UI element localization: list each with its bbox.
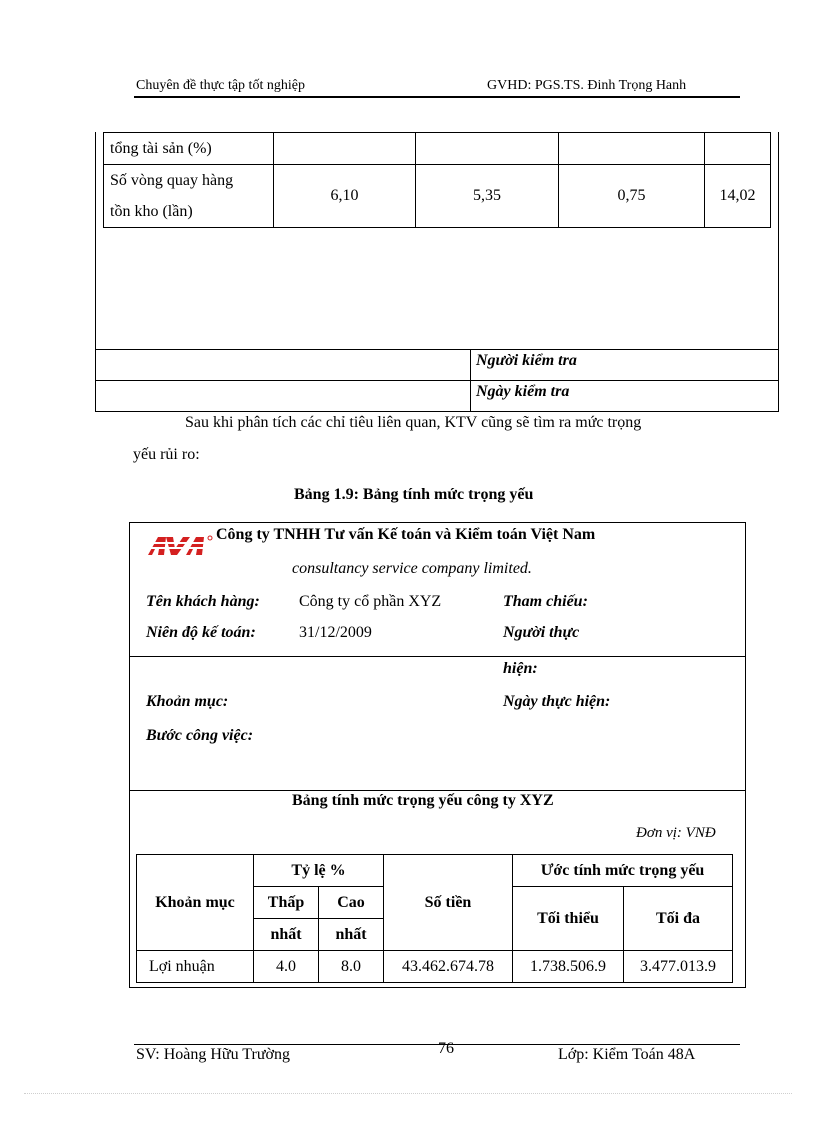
- preparer-label-cont: hiện:: [503, 660, 538, 677]
- cell: [274, 133, 416, 165]
- table-row: [104, 165, 771, 228]
- materiality-table: [136, 854, 733, 983]
- col-header-high-cont: nhất: [319, 919, 384, 951]
- row-label-line: Số vòng quay hàng: [110, 172, 234, 189]
- row-label-line: tồn kho (lần): [110, 203, 193, 220]
- col-header-amount: Số tiền: [384, 855, 513, 951]
- step-label: Bước công việc:: [146, 727, 254, 744]
- header-rule: [134, 96, 740, 98]
- col-header-high: Cao: [319, 887, 384, 919]
- table-row: [104, 133, 771, 165]
- cell: 14,02: [705, 165, 771, 228]
- client-label: Tên khách hàng:: [146, 593, 260, 610]
- signoff-divider: [470, 349, 471, 412]
- cell-high: 8.0: [319, 951, 384, 983]
- client-value: Công ty cổ phần XYZ: [299, 593, 442, 610]
- cell-max: 3.477.013.9: [624, 951, 733, 983]
- period-label: Niên độ kế toán:: [146, 624, 256, 641]
- col-header-low: Thấp: [254, 887, 319, 919]
- col-header-low-cont: nhất: [254, 919, 319, 951]
- table-row: [137, 951, 733, 983]
- cell: [705, 133, 771, 165]
- cell: [559, 133, 705, 165]
- cell: 6,10: [274, 165, 416, 228]
- reviewer-label: Người kiểm tra: [476, 352, 577, 369]
- col-header-max: Tối đa: [624, 887, 733, 951]
- footer-rule: [134, 1044, 740, 1045]
- cell-min: 1.738.506.9: [513, 951, 624, 983]
- preparer-label: Người thực: [503, 624, 580, 641]
- signoff-rule: [95, 349, 779, 350]
- page-number: 76: [438, 1040, 454, 1057]
- signoff-rule: [95, 380, 779, 381]
- account-label: Khoản mục:: [146, 693, 229, 710]
- review-date-label: Ngày kiểm tra: [476, 383, 570, 400]
- paragraph-line: yếu rủi ro:: [133, 446, 200, 463]
- col-header-min: Tối thiểu: [513, 887, 624, 951]
- header-left: Chuyên đề thực tập tốt nghiệp: [136, 78, 305, 93]
- cell-low: 4.0: [254, 951, 319, 983]
- inner-table-title: Bảng tính mức trọng yếu công ty XYZ: [292, 792, 554, 809]
- col-header-estimate: Ước tính mức trọng yếu: [513, 855, 733, 887]
- cell-item: Lợi nhuận: [137, 951, 254, 983]
- period-value: 31/12/2009: [299, 624, 372, 641]
- company-name-en: consultancy service company limited.: [292, 560, 532, 577]
- date-label: Ngày thực hiện:: [503, 693, 611, 710]
- company-name: Công ty TNHH Tư vấn Kế toán và Kiểm toán Việt Nam: [216, 526, 596, 543]
- table-caption: Bảng 1.9: Bảng tính mức trọng yếu: [294, 486, 534, 503]
- row-label: tổng tài sản (%): [104, 133, 274, 165]
- footer-class: Lớp: Kiểm Toán 48A: [558, 1046, 696, 1063]
- cell: [416, 133, 559, 165]
- ava-logo-icon: [146, 535, 214, 555]
- footer-student: SV: Hoàng Hữu Trường: [136, 1046, 290, 1063]
- unit-label: Đơn vị: VNĐ: [636, 825, 716, 841]
- paragraph-line: Sau khi phân tích các chỉ tiêu liên quan, KTV cũng sẽ tìm ra mức trọng: [185, 414, 642, 431]
- cell: 0,75: [559, 165, 705, 228]
- header-right: GVHD: PGS.TS. Đinh Trọng Hanh: [487, 78, 687, 93]
- col-header-item: Khoản mục: [137, 855, 254, 951]
- table-header-row: [137, 855, 733, 887]
- wp-divider: [129, 790, 746, 791]
- cell-amount: 43.462.674.78: [384, 951, 513, 983]
- wp-divider: [129, 656, 746, 657]
- row-label: [104, 165, 274, 228]
- reference-label: Tham chiếu:: [503, 593, 588, 610]
- page-edge: [24, 1093, 792, 1094]
- cell: 5,35: [416, 165, 559, 228]
- ratio-table: [103, 132, 771, 228]
- col-header-ratio: Tỷ lệ %: [254, 855, 384, 887]
